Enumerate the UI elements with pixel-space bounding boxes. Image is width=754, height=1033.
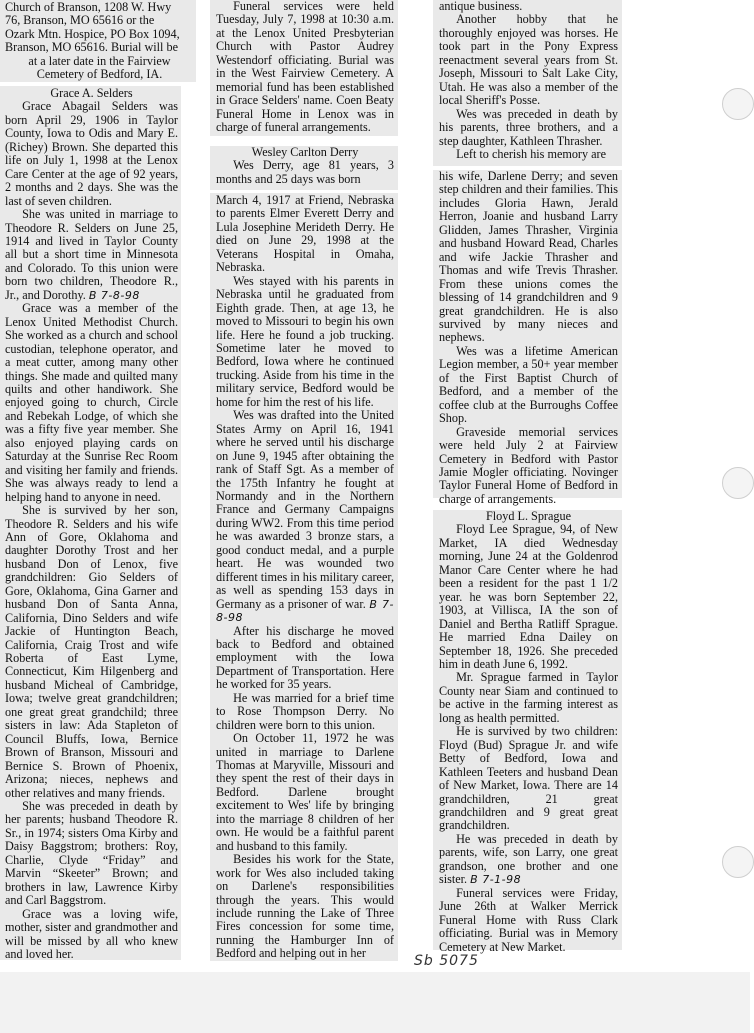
paragraph: She is survived by her son, Theodore R. Selders and his wife Ann of Gore, Oklahoma and daughter Dorothy Trost and her husband Don of Lenox, five grandchildren: Gio Selders of Gore, Oklahoma, Gina Garner and husband Don of Santa Anna, California, Dino Selders and wife Jackie of Huntington Beach, California, Craig Trost and wife Roberta of East Lyme, Connecticut, Kim Hilgenberg and husband Micheal of Cambridge, Iowa; twelve great grandchildren; one great great grandchild; three sisters in law: Ada Stapleton of Council Bluffs, Iowa, Bernice Brown of Branson, Missouri and Bernice S. Brown of Phoenix, Arizona; nieces, nephews and other relatives and many friends. <box>5 503 178 800</box>
obituary-derry-continued: his wife, Darlene Derry; and seven step children and their families. This includes Gloria Hawn, Jerald Herron, Joanie and husband Larry Glidden, James Thrasher, Virginia and husband Howard Read, Charles and wife Jackie Thrasher and Thomas and wife Trevis Thrasher. From these unions comes the blessing of 14 grandchildren and 9 great grandchildren. He is also survived by many nieces and nephews. Wes was a lifetime American Legion member, a 50+ year member of the First Baptist Church of Bedford, and a member of the coffee club at the Burroughs Coffee Shop. Graveside memorial services were held July 2 at Fairview Cemetery in Bedford with Pastor Jamie Mogler officiating. Novinger Taylor Funeral Home of Bedford in charge of arrangements. <box>433 170 622 498</box>
paragraph: Wes was drafted into the United States Army on April 16, 1941 where he served until his discharge on June 9, 1945 after obtaining the rank of Staff Sgt. As a member of the 175th Infantry he fought at Normandy and in the Northern France and Germany Campaigns during WW2. From this time period he was awarded 3 bronze stars, a good conduct medal, and a purple heart. He was wounded two different times in his military career, as well as spending 153 days in Germany as a prisoner of war. B 7-8-98 <box>216 408 395 625</box>
paragraph: Floyd Lee Sprague, 94, of New Market, IA died Wednesday morning, June 24 at the Goldenrod Manor Care Center where he had been a resident for the past 1 1/2 year. he was born September 22, 1903, at Villisca, IA the son of Daniel and Bertha Ratliff Sprague. He married Edna Dailey on September 18, 1926. She preceded him in death June 6, 1992. <box>439 522 618 671</box>
clipping-col2-top: Funeral services were held Tuesday, July 7, 1998 at 10:30 a.m. at the Lenox United Presbyterian Church with Pastor Audrey Westendorf officiating. Burial was in the West Fairview Cemetery. A memorial fund has been established in Grace Selders' name. Coen Beaty Funeral Home in Lenox was in charge of funeral arrangements. <box>210 0 398 136</box>
paragraph: Grace was a member of the Lenox United Methodist Church. She worked as a church and school custodian, telephone operator, and a meat cutter, among many other things. She made and quilted many quilts and other handiwork. She enjoyed going to church, Circle and Rebekah Lodge, of which she was a fifty five year member. She also enjoyed playing cards on Saturday at the Sunrise Rec Room and visiting her family and friends. She was always ready to lend a helping hand to anyone in need. <box>5 301 178 504</box>
paragraph: He is survived by two children: Floyd (Bud) Sprague Jr. and wife Betty of Bedford, Iowa and Kathleen Teeters and husband Dean of New Market, Iowa. There are 14 grandchildren, 21 great grandchildren and 9 great great grandchildren. <box>439 724 618 833</box>
paragraph: He was preceded in death by parents, wife, son Larry, one great grandson, one brother and one sister. B 7-1-98 <box>439 831 618 887</box>
paragraph: Funeral services were Friday, June 26th at Walker Merrick Funeral Home with Russ Clark officiating. Burial was in Memory Cemetery at New Market. <box>439 885 618 954</box>
obituary-floyd-sprague <box>433 509 622 954</box>
scan-edge <box>0 972 750 1033</box>
paragraph: Grace was a loving wife, mother, sister and grandmother and will be missed by all who knew and loved her. <box>5 906 178 961</box>
paragraph: March 4, 1917 at Friend, Nebraska to parents Elmer Everett Derry and Lula Josephine Merideth Derry. He died on June 29, 1998 at the Veterans Hospital in Omaha, Nebraska. <box>216 193 394 275</box>
binder-hole <box>722 88 754 120</box>
binder-hole <box>722 846 754 878</box>
obituary-grace-selders <box>0 86 181 960</box>
handwritten-date: B 7-1-98 <box>470 873 522 887</box>
clipping-col1-top: Church of Branson, 1208 W. Hwy 76, Branson, MO 65616 or the Ozark Mtn. Hospice, PO Box 1094, Branson, MO 65616. Burial will be at a later date in the Fairview Cemetery of Bedford, IA. <box>0 0 196 82</box>
binder-hole <box>722 467 754 499</box>
paragraph: After his discharge he moved back to Bedford and obtained employment with the Iowa Department of Transportation. Here he worked for 35 years. <box>216 623 394 692</box>
paragraph: On October 11, 1972 he was united in marriage to Darlene Thomas at Maryville, Missouri and they spent the rest of their days in Bedford. Darlene brought excitement to Wes' life by bringing into the marriage 8 children of her own. He would be a faithful parent and husband to this family. <box>216 731 394 853</box>
paragraph: Wes stayed with his parents in Nebraska until he graduated from Eighth grade. Then, at age 13, he moved to Missouri to begin his own life. Here he found a job trucking. Sometime later he moved to Bedford, Iowa where he continued trucking. Aside from his time in the military service, Bedford would be home for him the rest of his life. <box>216 273 394 409</box>
paragraph: Grace Abagail Selders was born April 29, 1906 in Taylor County, Iowa to Odis and Mary E. (Richey) Brown. She departed this life on July 1, 1998 at the Lenox Care Center at the age of 92 years, 2 months and 2 days. She was the last of seven children. <box>5 99 178 208</box>
handwritten-date: B 7-8-98 <box>88 288 140 302</box>
obituary-wesley-derry-header: Wesley Carlton Derry Wes Derry, age 81 years, 3 months and 25 days was born <box>210 146 398 190</box>
handwritten-date: B 7-8-98 <box>216 597 395 625</box>
paragraph: Mr. Sprague farmed in Taylor County near Siam and continued to be active in the farming interest as long as health permitted. <box>439 670 618 725</box>
page-stamp: Sb 5075 <box>414 953 479 969</box>
paragraph: He was married for a brief time to Rose Thompson Derry. No children were born to this union. <box>216 690 394 732</box>
heading-grace-selders: Grace A. Selders <box>50 86 133 100</box>
heading-floyd-sprague: Floyd L. Sprague <box>486 509 571 523</box>
heading-wesley-derry: Wesley Carlton Derry <box>251 145 359 159</box>
paragraph: Besides his work for the State, work for Wes also included taking on Darlene's responsibilities through the years. This would include running the Lake of Three Fires concession for some time, running the Hamburger Inn of Bedford and helping out in her <box>216 852 394 961</box>
paragraph: She was united in marriage to Theodore R. Selders on June 25, 1914 and lived in Taylor County all but a short time in Minnesota and Colorado. To this union were born two children, Theodore R., Jr., and Dorothy. B 7-8-98 <box>5 207 178 302</box>
paragraph: She was preceded in death by her parents; husband Theodore R. Sr., in 1974; sisters Oma Kirby and Daisy Baggstrom; brothers: Roy, Charlie, Clyde “Friday” and Marvin “Skeeter” Brown; and brothers in law, Lawrence Kirby and Carl Baggstrom. <box>5 799 178 908</box>
obituary-wesley-derry <box>210 193 398 961</box>
obituary-derry-continued-top: antique business. Another hobby that he thoroughly enjoyed was horses. He took part in the Pony Express reenactment several years from St. Joseph, Missouri to Salt Lake City, Utah. He was also a member of the local Sheriff's Posse. Wes was preceded in death by his parents, three brothers, and a step daughter, Kathleen Thrasher. Left to cherish his memory are <box>433 0 622 166</box>
